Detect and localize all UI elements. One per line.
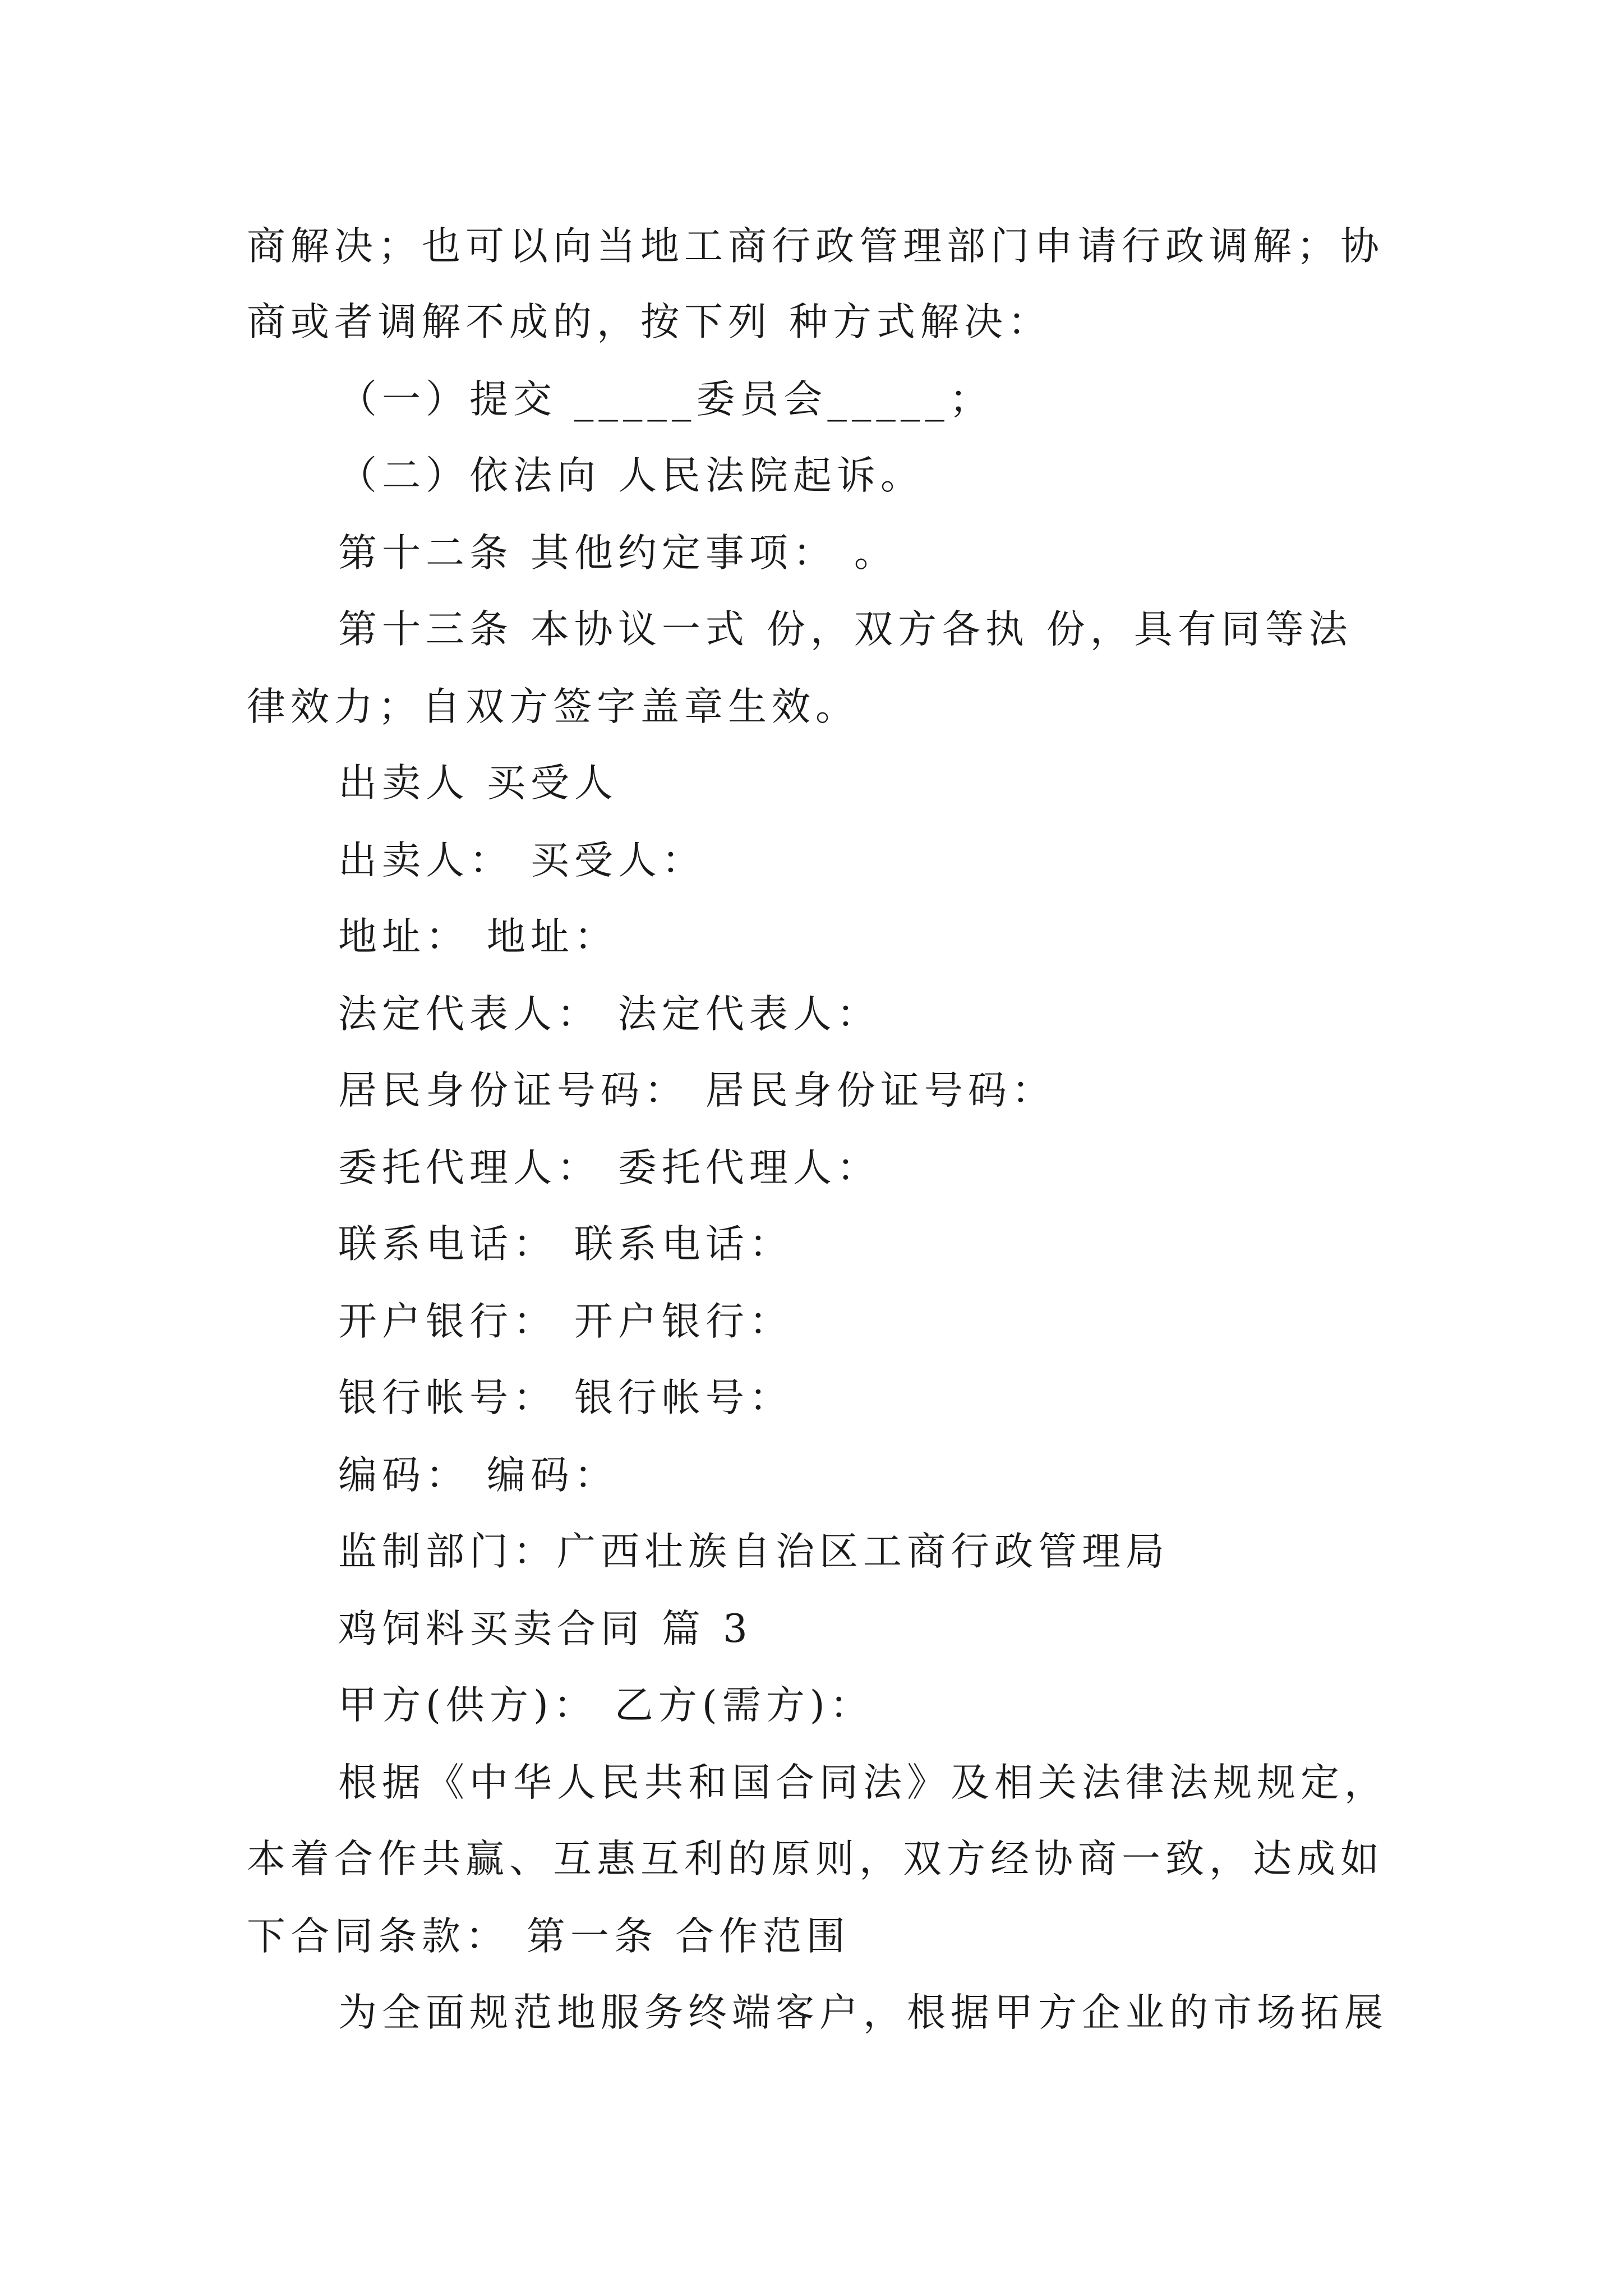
signature-field: 委托代理人： 委托代理人： — [338, 1145, 880, 1190]
paragraph-line: 为全面规范地服务终端客户，根据甲方企业的市场拓展 — [338, 1990, 1388, 2035]
party-line: 甲方(供方)： 乙方(需方)： — [338, 1683, 874, 1728]
paragraph-line: 律效力；自双方签字盖章生效。 — [247, 684, 859, 729]
paragraph-line: 根据《中华人民共和国合同法》及相关法律法规规定， — [338, 1760, 1388, 1805]
paragraph-line: 商解决；也可以向当地工商行政管理部门申请行政调解；协 — [247, 224, 1384, 269]
article-line: 第十二条 其他约定事项： 。 — [338, 531, 898, 576]
signature-field: 编码： 编码： — [338, 1453, 618, 1498]
dispute-option-line: （一）提交 _____委员会_____； — [338, 377, 993, 422]
article-line: 第十三条 本协议一式 份，双方各执 份，具有同等法 — [338, 607, 1353, 652]
paragraph-line: 本着合作共赢、互惠互利的原则，双方经协商一致，达成如 — [247, 1837, 1384, 1881]
section-heading: 鸡饲料买卖合同 篇 3 — [338, 1607, 753, 1651]
signature-field: 联系电话： 联系电话： — [338, 1222, 793, 1267]
signature-field: 法定代表人： 法定代表人： — [338, 992, 880, 1037]
signature-field: 出卖人： 买受人： — [338, 838, 706, 883]
signature-field: 地址： 地址： — [338, 914, 618, 959]
supervisor-line: 监制部门：广西壮族自治区工商行政管理局 — [338, 1529, 1169, 1574]
paragraph-line: 商或者调解不成的，按下列 种方式解决： — [247, 300, 1052, 344]
dispute-option-line: （二）依法向 人民法院起诉。 — [338, 453, 924, 498]
signature-field: 银行帐号： 银行帐号： — [338, 1375, 793, 1420]
paragraph-line: 下合同条款： 第一条 合作范围 — [247, 1914, 850, 1959]
signature-heading: 出卖人 买受人 — [338, 761, 618, 806]
signature-field: 居民身份证号码： 居民身份证号码： — [338, 1068, 1055, 1113]
signature-field: 开户银行： 开户银行： — [338, 1299, 793, 1344]
